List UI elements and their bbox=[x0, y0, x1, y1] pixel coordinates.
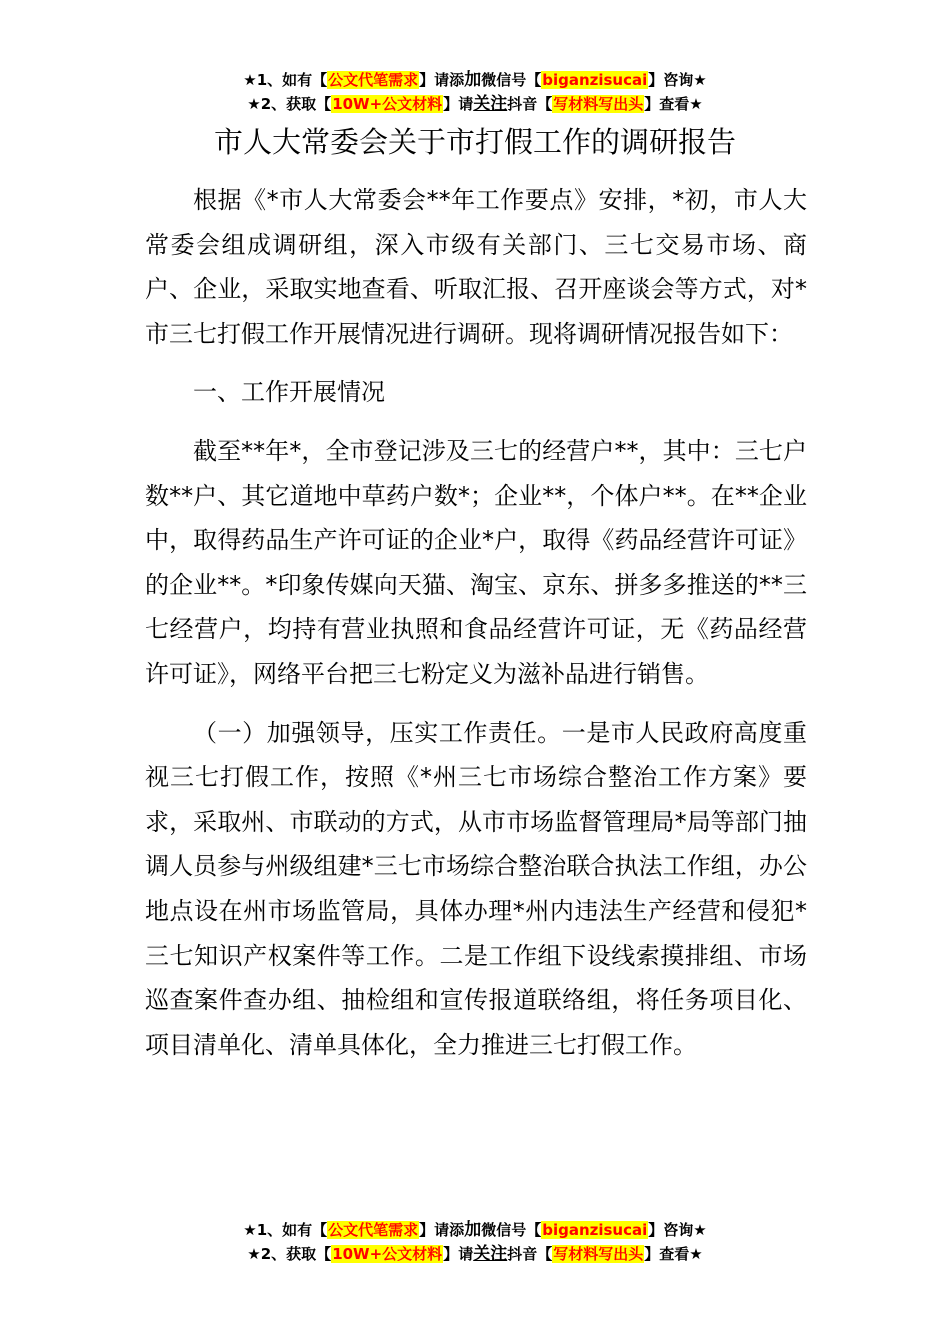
banner-text: 】请添 bbox=[419, 1221, 465, 1239]
banner-text-emphasis: 关注 bbox=[473, 1244, 508, 1264]
banner-text: 微信号【 bbox=[481, 71, 542, 89]
banner-text: ★2、获取【 bbox=[247, 95, 332, 113]
highlight-materials: 10W+公文材料 bbox=[332, 95, 443, 113]
highlight-service: 公文代笔需求 bbox=[328, 71, 419, 89]
document-body bbox=[145, 178, 807, 1081]
highlight-wechat-id: biganzisucai bbox=[542, 1221, 648, 1239]
banner-line-1 bbox=[0, 1218, 950, 1242]
banner-text: 】请添 bbox=[419, 71, 465, 89]
banner-text: ★1、如有【 bbox=[243, 71, 328, 89]
banner-text: 微信号【 bbox=[481, 1221, 542, 1239]
highlight-douyin: 写材料写出头 bbox=[553, 95, 644, 113]
header-ad-banner bbox=[0, 68, 950, 116]
banner-text: 】查看★ bbox=[644, 1245, 703, 1263]
body-paragraph: 截至**年*，全市登记涉及三七的经营户**，其中：三七户数**户、其它道地中草药户数*；企业**，个体户**。在**企业中，取得药品生产许可证的企业*户，取得《药品经营许可证》的企业**。*印象传媒向天猫、淘宝、京东、拼多多推送的**三七经营户，均持有营业执照和食品经营许可证，无《药品经营许可证》，网络平台把三七粉定义为滋补品进行销售。 bbox=[145, 436, 807, 688]
highlight-douyin: 写材料写出头 bbox=[553, 1245, 644, 1263]
section-heading: 一、工作开展情况 bbox=[193, 378, 385, 407]
banner-text: 】咨询★ bbox=[648, 1221, 707, 1239]
highlight-wechat-id: biganzisucai bbox=[542, 71, 648, 89]
banner-text: 】查看★ bbox=[644, 95, 703, 113]
body-paragraph: （一）加强领导，压实工作责任。一是市人民政府高度重视三七打假工作，按照《*州三七市场综合整治工作方案》要求，采取州、市联动的方式，从市市场监督管理局*局等部门抽调人员参与州级组建*三七市场综合整治联合执法工作组，办公地点设在州市场监管局，具体办理*州内违法生产经营和侵犯*三七知识产权案件等工作。二是工作组下设线索摸排组、市场巡查案件查办组、抽检组和宣传报道联络组，将任务项目化、项目清单化、清单具体化，全力推进三七打假工作。 bbox=[145, 718, 807, 1059]
footer-ad-banner bbox=[0, 1218, 950, 1266]
banner-line-2 bbox=[0, 92, 950, 116]
banner-text: ★2、获取【 bbox=[247, 1245, 332, 1263]
banner-text: 抖音【 bbox=[507, 1245, 553, 1263]
banner-text: 】请 bbox=[443, 1245, 474, 1263]
banner-text: 抖音【 bbox=[507, 95, 553, 113]
banner-text: 】咨询★ bbox=[648, 71, 707, 89]
banner-line-2 bbox=[0, 1242, 950, 1266]
intro-paragraph: 根据《*市人大常委会**年工作要点》安排，*初，市人大常委会组成调研组，深入市级有关部门、三七交易市场、商户、企业，采取实地查看、听取汇报、召开座谈会等方式，对*市三七打假工作开展情况进行调研。现将调研情况报告如下： bbox=[145, 186, 807, 348]
document-title: 市人大常委会关于市打假工作的调研报告 bbox=[213, 125, 736, 159]
banner-text: 】请 bbox=[443, 95, 474, 113]
banner-line-1 bbox=[0, 68, 950, 92]
banner-text-emphasis: 加 bbox=[464, 70, 482, 90]
banner-text-emphasis: 加 bbox=[464, 1220, 482, 1240]
highlight-materials: 10W+公文材料 bbox=[332, 1245, 443, 1263]
banner-text: ★1、如有【 bbox=[243, 1221, 328, 1239]
highlight-service: 公文代笔需求 bbox=[328, 1221, 419, 1239]
banner-text-emphasis: 关注 bbox=[473, 94, 508, 114]
